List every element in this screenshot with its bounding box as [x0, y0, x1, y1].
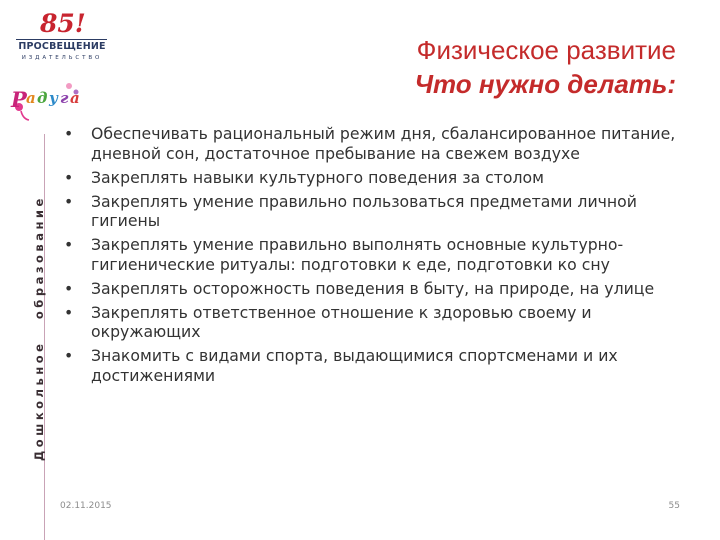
publisher-name: ПРОСВЕЩЕНИЕ — [18, 41, 106, 52]
anniversary-number: 85! — [40, 9, 86, 38]
raduga-logo — [9, 77, 84, 122]
svg-text:а: а — [26, 89, 36, 107]
bullet-item: • Знакомить с видами спорта, выдающимися спортсменами и их достижениями — [60, 346, 680, 385]
sidebar-caption: Дошкольное образование — [32, 195, 46, 461]
svg-text:у: у — [49, 89, 58, 107]
anniversary-logo — [40, 9, 88, 39]
svg-text:д: д — [37, 89, 48, 107]
slide-title: Физическое развитие — [416, 35, 676, 65]
bullet-list — [60, 124, 680, 390]
slide-subtitle: Что нужно делать: — [414, 69, 676, 99]
bullet-item: • Закреплять навыки культурного поведения за столом — [60, 168, 680, 188]
bullet-item: • Закреплять осторожность поведения в быту, на природе, на улице — [60, 279, 680, 299]
svg-text:а: а — [70, 89, 80, 107]
bullet-item: • Обеспечивать рациональный режим дня, сбалансированное питание, дневной сон, достаточное пребывание на свежем воздухе — [60, 124, 680, 163]
page-number: 55 — [668, 501, 680, 511]
bullet-item: • Закреплять умение правильно выполнять основные культурно-гигиенические ритуалы: подготовки к еде, подготовки ко сну — [60, 235, 680, 274]
svg-text:г: г — [60, 89, 69, 107]
bullet-item: • Закреплять умение правильно пользоваться предметами личной гигиены — [60, 192, 680, 231]
publisher-subtitle: ИЗДАТЕЛЬСТВО — [21, 55, 103, 61]
bullet-item: • Закреплять ответственное отношение к здоровью своему и окружающих — [60, 303, 680, 342]
footer-date: 02.11.2015 — [60, 501, 112, 511]
publisher-logo-rule — [16, 39, 107, 40]
svg-text:Р: Р — [11, 87, 27, 112]
